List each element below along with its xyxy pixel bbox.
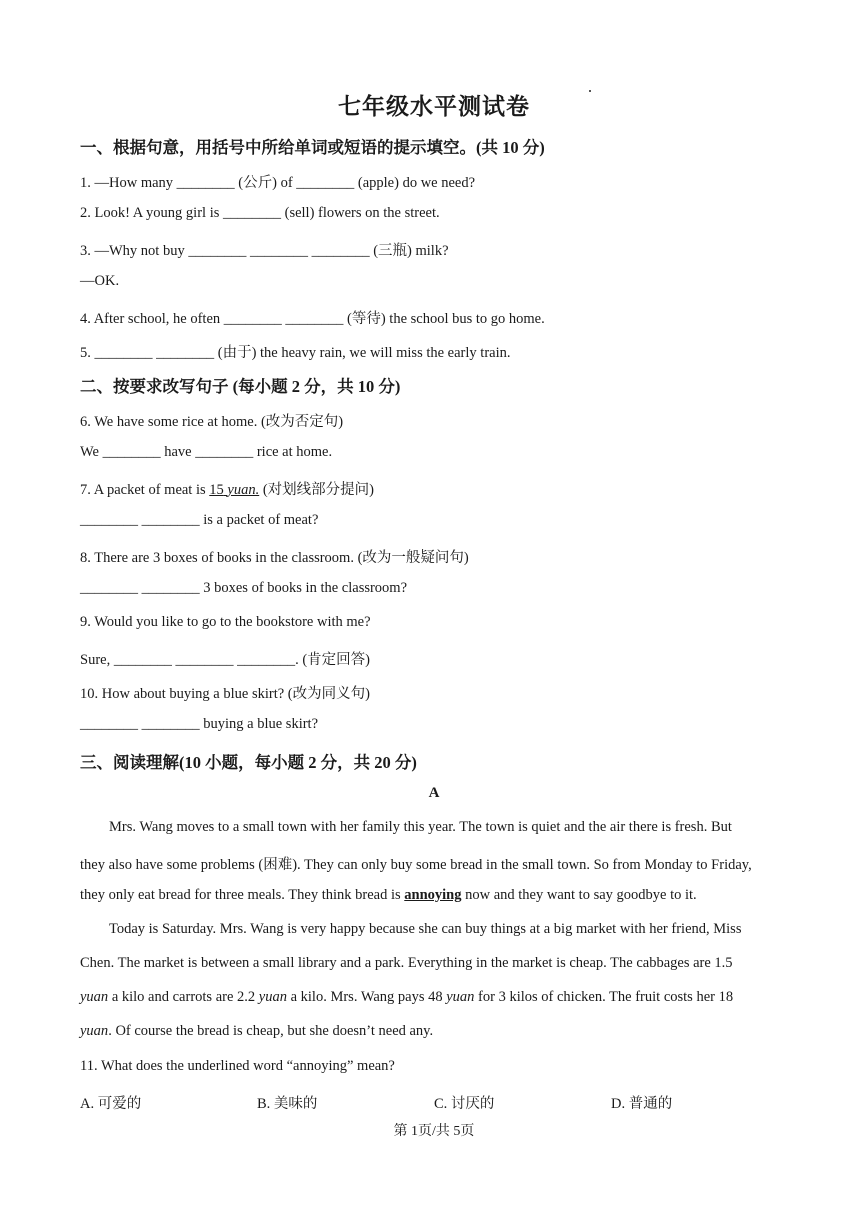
section-3-heading: 三、阅读理解(10 小题，每小题 2 分，共 20 分) <box>80 753 417 772</box>
question-6: 6. We have some rice at home. (改为否定句) <box>80 414 344 430</box>
option-a: A. 可爱的 <box>80 1096 142 1112</box>
question-3-reply: —OK. <box>80 273 120 289</box>
option-d: D. 普通的 <box>611 1096 673 1112</box>
question-5: 5. ________ ________ (由于) the heavy rain, we will miss the early train. <box>80 345 511 361</box>
passage-line <box>80 1023 433 1040</box>
passage-text: for 3 kilos of chicken. The fruit costs her 18 <box>474 989 734 1005</box>
currency-word: yuan <box>80 989 109 1005</box>
question-7-text: 7. A packet of meat is <box>80 482 210 498</box>
question-7 <box>80 478 374 499</box>
option-c: C. 讨厌的 <box>434 1096 495 1112</box>
question-9-answer: Sure, ________ ________ ________. (肯定回答) <box>80 652 370 668</box>
section-2-heading: 二、按要求改写句子 (每小题 2 分，共 10 分) <box>80 377 401 396</box>
question-10-answer: ________ ________ buying a blue skirt? <box>80 716 319 732</box>
underlined-amount: 15 <box>209 482 224 498</box>
passage-text: they only eat bread for three meals. They think bread is <box>80 887 405 903</box>
question-8: 8. There are 3 boxes of books in the classroom. (改为一般疑问句) <box>80 550 469 566</box>
currency-word: yuan <box>80 1023 109 1039</box>
passage-line <box>80 989 733 1006</box>
question-6-answer: We ________ have ________ rice at home. <box>80 444 333 460</box>
question-2: 2. Look! A young girl is ________ (sell) flowers on the street. <box>80 205 440 221</box>
underlined-word-annoying: annoying <box>404 887 462 903</box>
question-9: 9. Would you like to go to the bookstore with me? <box>80 614 371 630</box>
section-1-heading: 一、根据句意，用括号中所给单词或短语的提示填空。(共 10 分) <box>80 138 545 157</box>
passage-line: they also have some problems (困难). They can only buy some bread in the small town. So from Monday to Friday, <box>80 857 752 873</box>
question-11: 11. What does the underlined word “annoying” mean? <box>80 1058 395 1074</box>
passage-text: . Of course the bread is cheap, but she doesn’t need any. <box>108 1023 434 1039</box>
question-4: 4. After school, he often ________ ________ (等待) the school bus to go home. <box>80 311 545 327</box>
passage-line: Mrs. Wang moves to a small town with her family this year. The town is quiet and the air there is fresh. But <box>109 819 732 835</box>
passage-text: a kilo. Mrs. Wang pays 48 <box>286 989 447 1005</box>
option-b: B. 美味的 <box>257 1096 318 1112</box>
passage-text: a kilo and carrots are 2.2 <box>108 989 259 1005</box>
question-8-answer: ________ ________ 3 boxes of books in the classroom? <box>80 580 408 596</box>
passage-line <box>80 887 697 904</box>
currency-word: yuan <box>258 989 287 1005</box>
question-1: 1. —How many ________ (公斤) of ________ (apple) do we need? <box>80 175 476 191</box>
page-footer: 第 1页/共 5页 <box>393 1124 475 1139</box>
question-3: 3. —Why not buy ________ ________ ________ (三瓶) milk? <box>80 243 449 259</box>
passage-heading: A <box>428 785 440 801</box>
passage-line: Today is Saturday. Mrs. Wang is very happy because she can buy things at a big market with her friend, Miss <box>109 921 742 937</box>
passage-text: now and they want to say goodbye to it. <box>461 887 697 903</box>
page-title: 七年级水平测试卷 <box>338 94 530 119</box>
passage-line: Chen. The market is between a small library and a park. Everything in the market is cheap. The cabbages are 1.5 <box>80 955 733 971</box>
question-7-instruction: (对划线部分提问) <box>259 482 374 498</box>
question-7-answer: ________ ________ is a packet of meat? <box>80 512 319 528</box>
question-10: 10. How about buying a blue skirt? (改为同义句) <box>80 686 370 702</box>
currency-word: yuan <box>446 989 475 1005</box>
underlined-unit: yuan. <box>227 482 260 498</box>
